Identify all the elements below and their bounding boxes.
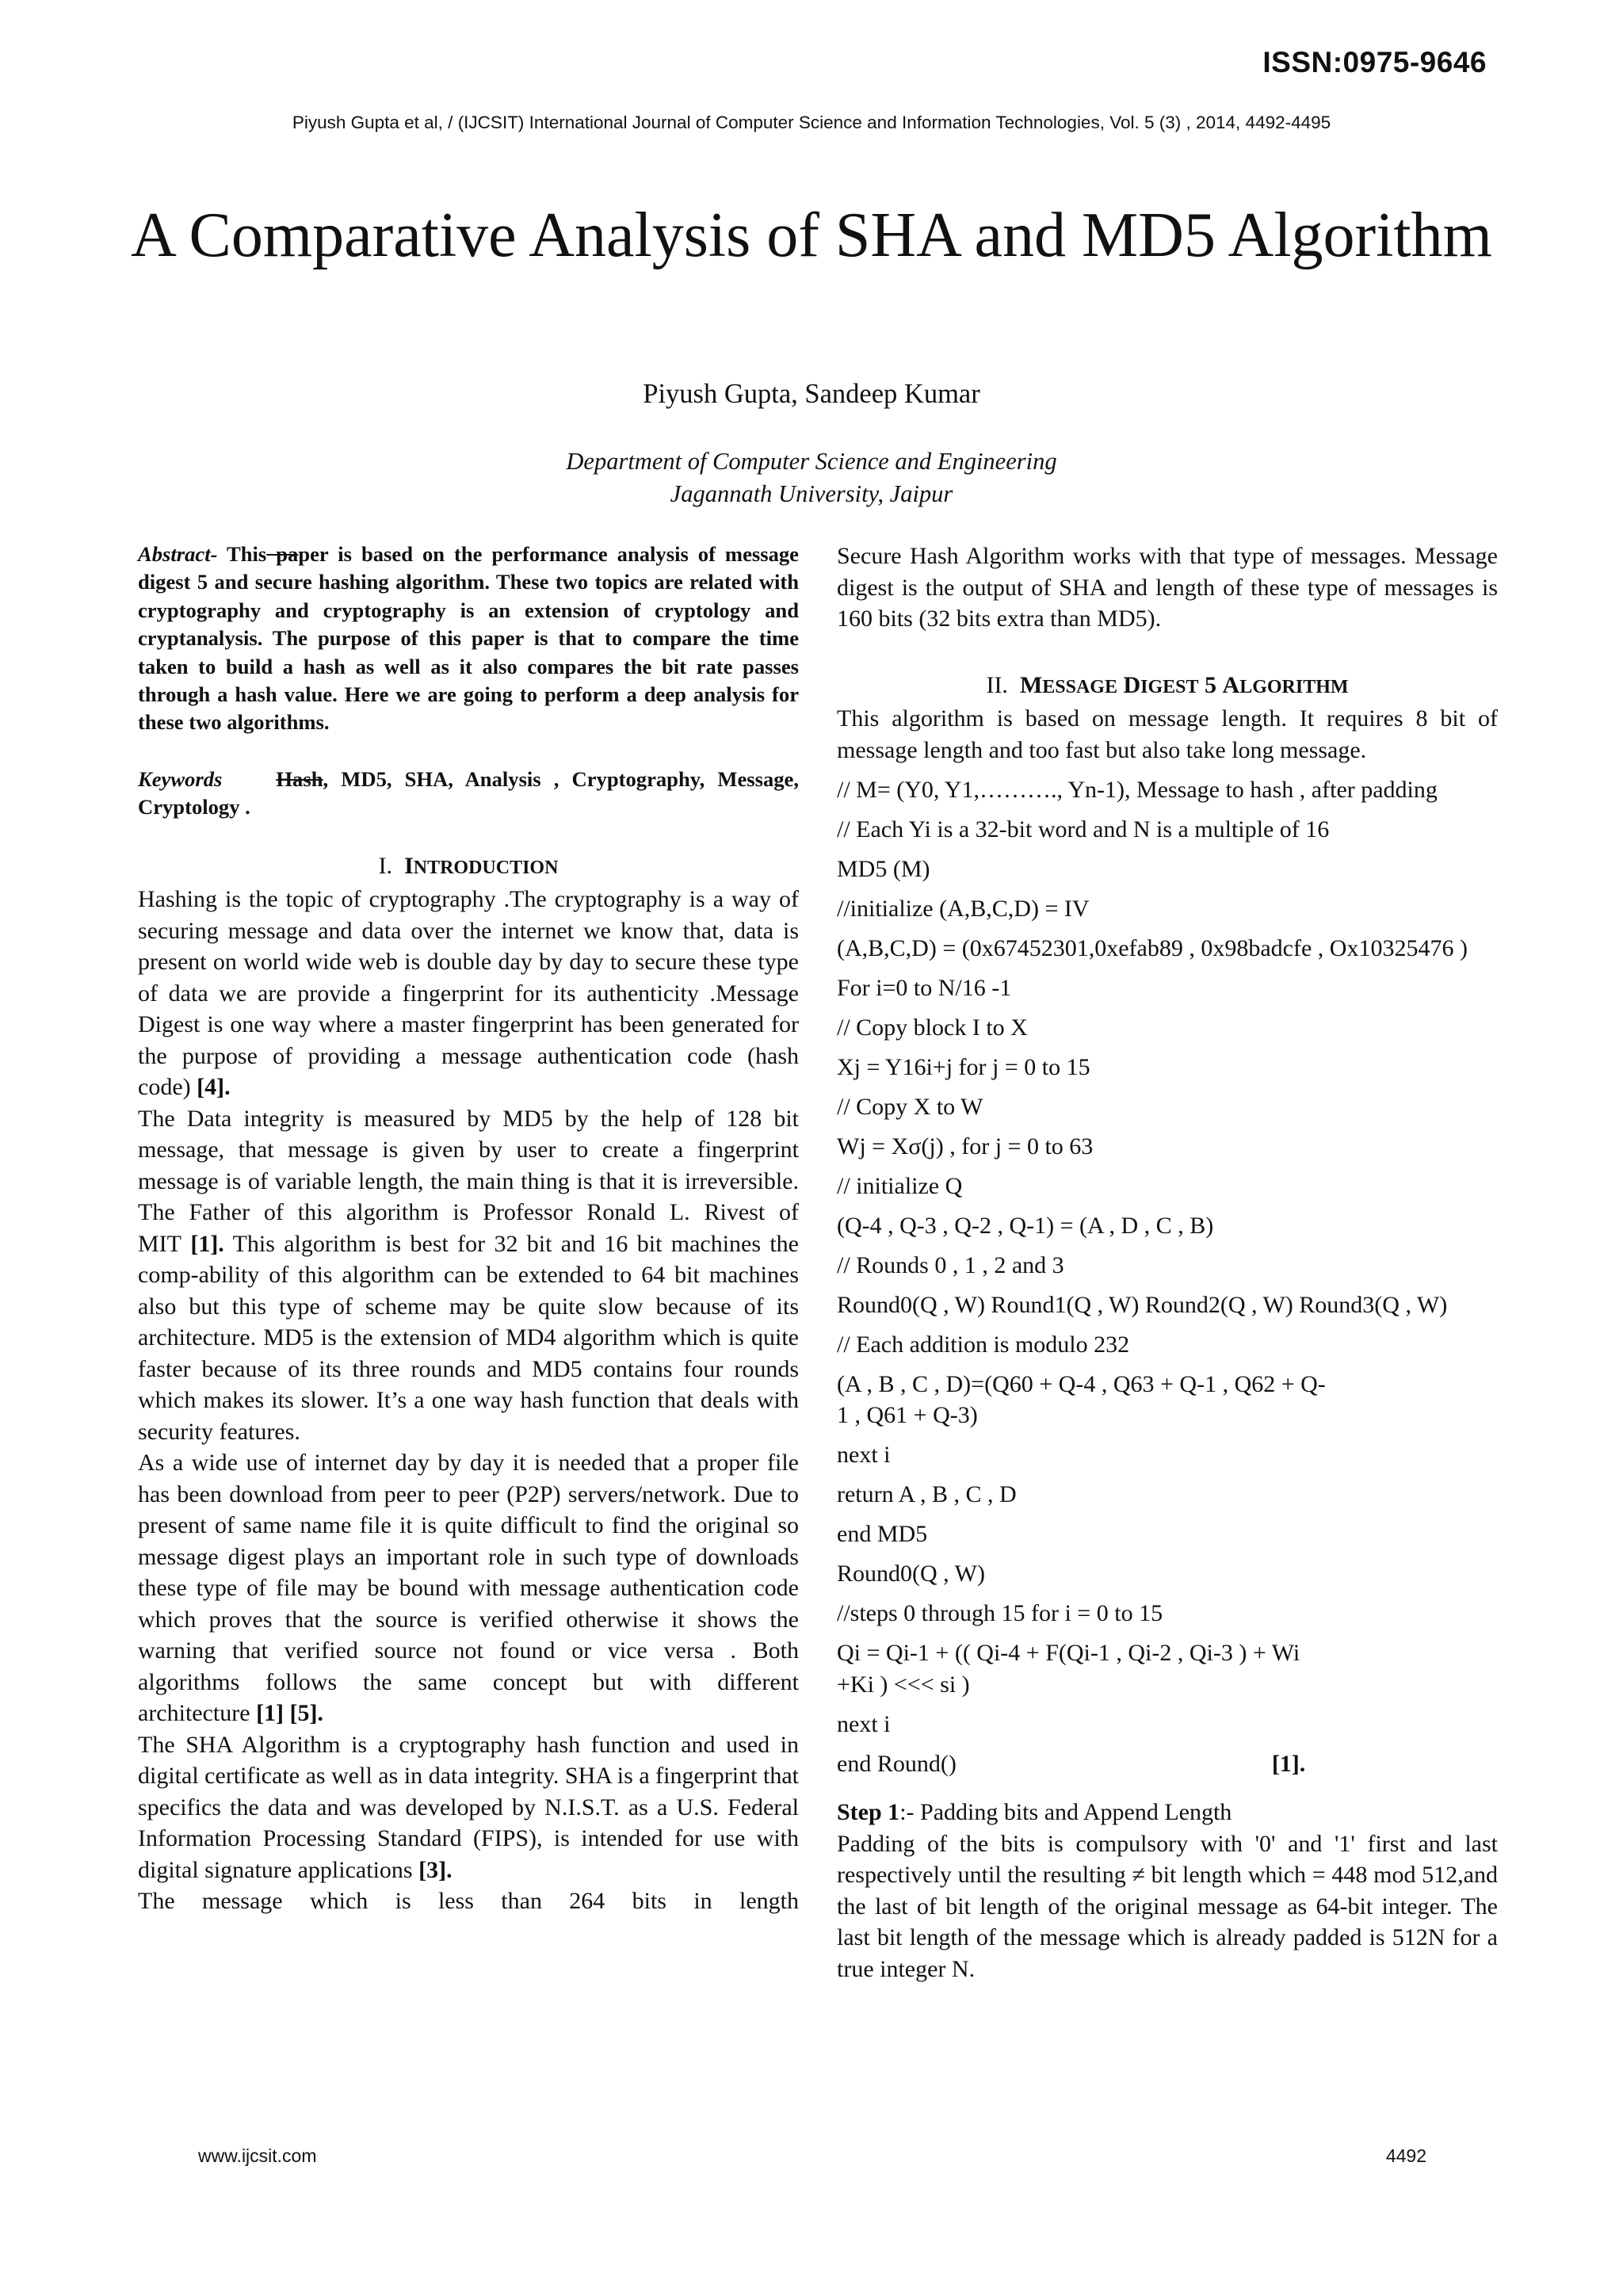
paragraph-text-cont: This algorithm is best for 32 bit and 16 bit machines the comp-ability of this algorithm can be extended to 64 bit machines also but this type of scheme may be quite slow because of its architecture. MD5 is the extension of MD4 algorithm which is quite faster because of its three rounds and MD5 contains four rounds which makes its slower. It’s a one way hash function that deals with security features. [138, 1230, 799, 1445]
paper-title: A Comparative Analysis of SHA and MD5 Algorithm [131, 201, 1492, 270]
pseudocode-line: // Copy block I to X [837, 1014, 1028, 1041]
pseudocode-line: // Rounds 0 , 1 , 2 and 3 [837, 1251, 1064, 1278]
section-heading-introduction [138, 850, 799, 884]
page-number: 4492 [1385, 2145, 1426, 2166]
keywords-label: Keywords [138, 766, 223, 791]
authors: Piyush Gupta, Sandeep Kumar [643, 379, 980, 409]
heading-initial: D [1123, 671, 1141, 698]
abstract-text: per is based on the performance analysis of message digest 5 and secure hashing algorithm. These two topics are related with cryptography and cryptography is an extension of cryptology and cryptanalysis. The purpose of this paper is that to compare the time taken to build a hash as well as it also compares the bit rate passes through a hash value. Here we are going to perform a deep analysis for these two algorithms. [138, 542, 799, 735]
heading-initial: I [404, 852, 414, 879]
citation: [4]. [197, 1074, 231, 1101]
heading-initial: A [1222, 671, 1240, 698]
step-1-heading [837, 1797, 1498, 1828]
pseudocode-line: Round0(Q , W) Round1(Q , W) Round2(Q , W) Round3(Q , W) [837, 1291, 1448, 1318]
left-column [138, 541, 799, 1917]
pseudocode-line: Wj = Xσ(j) , for j = 0 to 63 [837, 1133, 1094, 1159]
pseudocode-line: (A , B , C , D)=(Q60 + Q-4 , Q63 + Q-1 , Q62 + Q- 1 , Q61 + Q-3) [837, 1370, 1326, 1428]
pseudocode-line: (Q-4 , Q-3 , Q-2 , Q-1) = (A , D , C , B) [837, 1212, 1214, 1239]
pseudocode-line: //initialize (A,B,C,D) = IV [837, 895, 1090, 922]
heading-number: 5 [1205, 671, 1217, 698]
pseudocode-line: MD5 (M) [837, 855, 930, 882]
pseudocode-line: // M= (Y0, Y1,………., Yn-1), Message to hash , after padding [837, 776, 1438, 803]
citation: [3]. [418, 1856, 453, 1883]
affiliation [0, 445, 1623, 510]
pseudocode-line: // Each Yi is a 32-bit word and N is a multiple of 16 [837, 816, 1330, 842]
paragraph-text: The SHA Algorithm is a cryptography hash function and used in digital certificate as well as in data integrity. SHA is a fingerprint that specifics the data and was developed by N.I.S.T. as a U.S. Federal Information Processing Standard (FIPS), is intended for use with digital signature applications [138, 1731, 799, 1883]
pseudocode-line: Round0(Q , W) [837, 1561, 985, 1587]
abstract-struck-text: pa [266, 542, 299, 566]
keywords-list: , MD5, SHA, Analysis , Cryptography, Message, Cryptology . [138, 766, 799, 819]
pseudocode-line: // Each addition is modulo 232 [837, 1331, 1130, 1358]
intro-paragraph-1 [138, 884, 799, 1103]
section-numeral: II. [986, 671, 1008, 698]
keywords [138, 766, 799, 822]
paragraph-text: The Data integrity is measured by MD5 by the help of 128 bit message, that message is given by user to create a fingerprint message is of variable length, the main thing is that it is irreversible. The Father of this algorithm is Professor Ronald L. Rivest of MIT [138, 1105, 799, 1257]
pseudocode-line: return A , B , C , D [837, 1481, 1017, 1507]
heading-rest: LGORITHM [1239, 676, 1349, 697]
intro-paragraph-3 [138, 1447, 799, 1729]
pseudocode-line: end MD5 [837, 1521, 928, 1547]
pseudocode-line: Qi = Qi-1 + (( Qi-4 + F(Qi-1 , Qi-2 , Qi-3 ) + Wi +Ki ) <<< si ) [837, 1640, 1300, 1698]
running-head: Piyush Gupta et al, / (IJCSIT) International Journal of Computer Science and Information Technologies, Vol. 5 (3) , 2014, 4492-4495 [292, 113, 1331, 132]
abstract-text-start: This [217, 542, 267, 566]
affiliation-department: Department of Computer Science and Engineering [566, 448, 1057, 475]
pseudocode-line: next i [837, 1442, 891, 1468]
keywords-struck-word: Hash [276, 766, 323, 791]
md5-intro: This algorithm is based on message length. It requires 8 bit of message length and too fast but also take long message. [837, 705, 1498, 763]
step-1-label: Step 1 [837, 1799, 900, 1825]
heading-initial: M [1019, 671, 1043, 698]
section-numeral: I. [378, 852, 393, 879]
pseudocode-line: Xj = Y16i+j for j = 0 to 15 [837, 1053, 1090, 1080]
pseudocode-line: next i [837, 1710, 891, 1737]
heading-rest: IGEST [1140, 676, 1199, 697]
pseudocode-line: // initialize Q [837, 1172, 963, 1199]
citation: [1]. [1271, 1750, 1306, 1777]
intro-paragraph-4 [138, 1729, 799, 1886]
footer-website: www.ijcsit.com [198, 2145, 317, 2166]
abstract-label: Abstract- [138, 542, 218, 566]
step-1-text: Padding of the bits is compulsory with '0' and '1' first and last respectively until the resulting ≠ bit length which = 448 mod 512,and the last of bit length of the original message as 64-bit integer. The last bit length of the message which is already padded is 512N for a true integer N. [837, 1830, 1498, 1982]
heading-rest: ESSAGE [1042, 676, 1117, 697]
paragraph-text: As a wide use of internet day by day it is needed that a proper file has been download from peer to peer (P2P) servers/network. Due to present of same name file it is quite difficult to find the original so message digest plays an important role in such type of downloads these type of file may be bound with message authentication code which proves that the source is verified otherwise it shows the warning that verified source not found or vice versa . Both algorithms follows the same concept but with different architecture [138, 1450, 799, 1727]
step-1-title: :- Padding bits and Append Length [899, 1799, 1232, 1825]
citation: [1] [5]. [256, 1700, 324, 1727]
section-heading-md5 [837, 670, 1498, 704]
abstract [138, 541, 799, 737]
intro-paragraph-2 [138, 1103, 799, 1448]
affiliation-university: Jagannath University, Jaipur [670, 480, 953, 507]
citation: [1]. [190, 1230, 224, 1257]
paragraph-text: Hashing is the topic of cryptography .The cryptography is a way of securing message and data over the internet we know that, data is present on world wide web is double day by day to secure these type of data we are provide a fingerprint for its authenticity .Message Digest is one way where a master fingerprint has been generated for the purpose of providing a message authentication code (hash code) [138, 886, 799, 1101]
pseudocode-line: // Copy X to W [837, 1093, 983, 1120]
sha-continuation-paragraph: Secure Hash Algorithm works with that type of messages. Message digest is the output of SHA and length of these type of messages is 160 bits (32 bits extra than MD5). [837, 543, 1498, 632]
pseudocode-line: For i=0 to N/16 -1 [837, 974, 1012, 1001]
intro-paragraph-5: The message which is less than 264 bits in length [138, 1888, 799, 1915]
md5-pseudocode [837, 774, 1498, 1740]
pseudocode-line: (A,B,C,D) = (0x67452301,0xefab89 , 0x98badcfe , Ox10325476 ) [837, 934, 1468, 961]
pseudocode-line: //steps 0 through 15 for i = 0 to 15 [837, 1600, 1163, 1626]
end-round-text: end Round() [837, 1750, 957, 1777]
right-column [837, 541, 1498, 1985]
issn-label: ISSN:0975-9646 [1262, 46, 1487, 78]
heading-rest: NTRODUCTION [413, 857, 559, 878]
end-round-line [837, 1748, 1498, 1780]
